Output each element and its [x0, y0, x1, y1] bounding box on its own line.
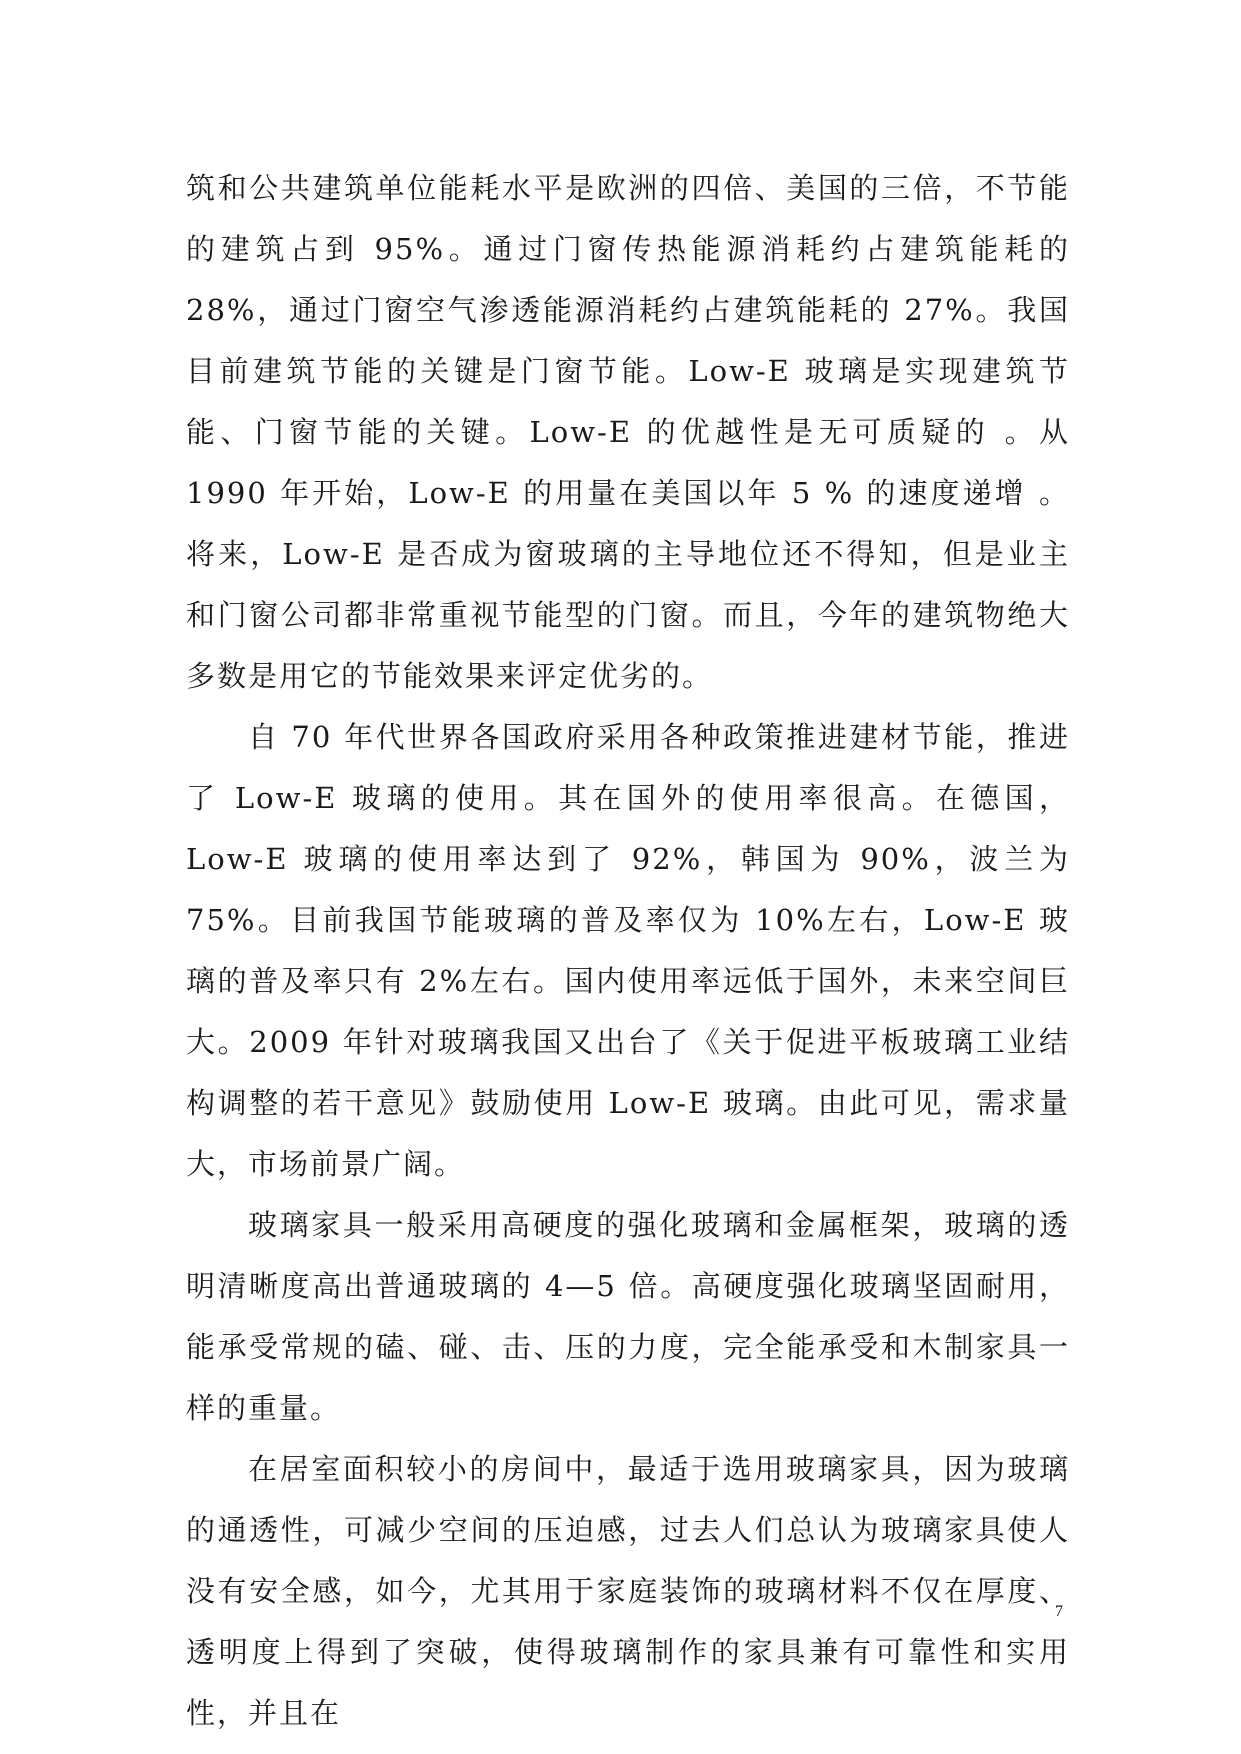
paragraph-3: 玻璃家具一般采用高硬度的强化玻璃和金属框架，玻璃的透明清晰度高出普通玻璃的 4—5 倍。高硬度强化玻璃坚固耐用，能承受常规的磕、碰、击、压的力度，完全能承受和木制家具一样的重量。: [186, 1208, 1070, 1425]
body-text: [186, 158, 1070, 1744]
paragraph-4: 在居室面积较小的房间中，最适于选用玻璃家具，因为玻璃的通透性，可减少空间的压迫感，过去人们总认为玻璃家具使人没有安全感，如今，尤其用于家庭装饰的玻璃材料不仅在厚度、透明度上得到了突破，使得玻璃制作的家具兼有可靠性和实用性，并且在: [186, 1452, 1070, 1730]
paragraph-2: 自 70 年代世界各国政府采用各种政策推进建材节能，推进了 Low-E 玻璃的使用。其在国外的使用率很高。在德国，Low-E 玻璃的使用率达到了 92%，韩国为 90%，波兰为 75%。目前我国节能玻璃的普及率仅为 10%左右，Low-E 玻璃的普及率只有 2%左右。国内使用率远低于国外，未来空间巨大。2009 年针对玻璃我国又出台了《关于促进平板玻璃工业结构调整的若干意见》鼓励使用 Low-E 玻璃。由此可见，需求量大，市场前景广阔。: [186, 720, 1070, 1181]
page-number: 7: [1055, 1603, 1063, 1620]
paragraph-1: 筑和公共建筑单位能耗水平是欧洲的四倍、美国的三倍，不节能的建筑占到 95%。通过门窗传热能源消耗约占建筑能耗的 28%，通过门窗空气渗透能源消耗约占建筑能耗的 27%。我国目前建筑节能的关键是门窗节能。Low-E 玻璃是实现建筑节能、门窗节能的关键。Low-E 的优越性是无可质疑的 。从 1990 年开始，Low-E 的用量在美国以年 5 % 的速度递增 。将来，Low-E 是否成为窗玻璃的主导地位还不得知，但是业主和门窗公司都非常重视节能型的门窗。而且，今年的建筑物绝大多数是用它的节能效果来评定优劣的。: [186, 171, 1070, 693]
